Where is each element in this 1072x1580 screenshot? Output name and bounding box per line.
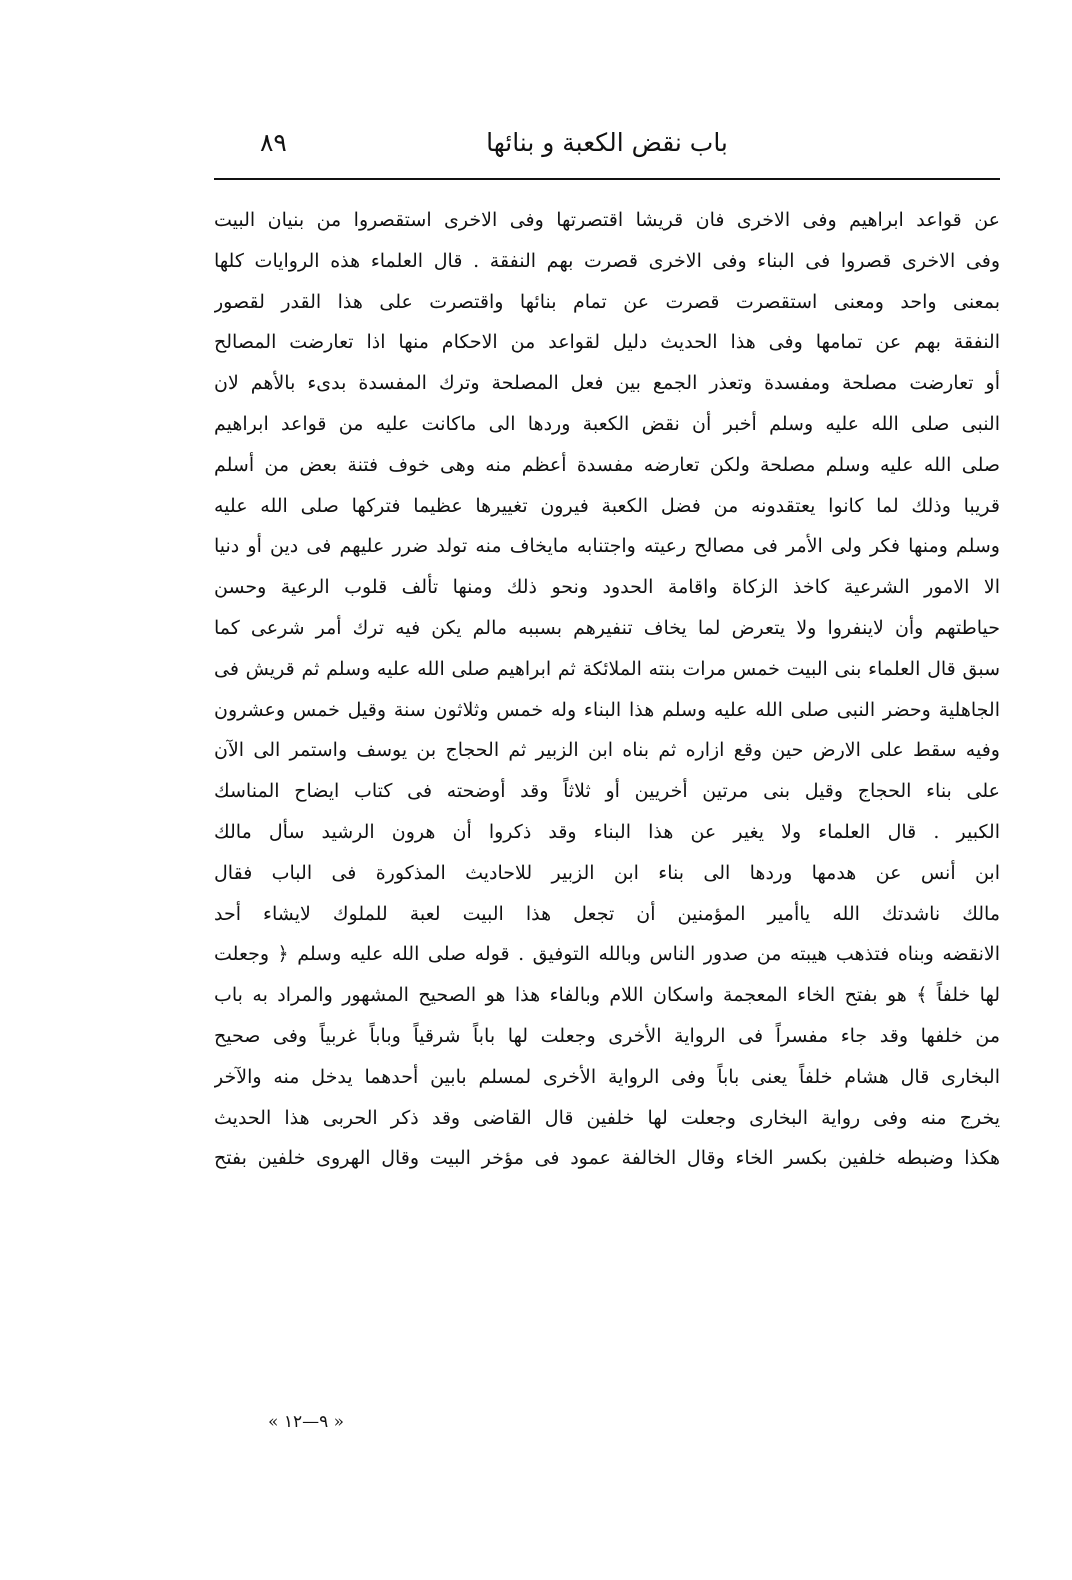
- text-line: وفى الاخرى قصروا فى البناء وفى الاخرى قصرت بهم النفقة . قال العلماء هذه الروايات كلها: [214, 249, 1000, 272]
- text-line: الكبير . قال العلماء ولا يغير عن هذا البناء وقد ذكروا أن هرون الرشيد سأل مالك: [214, 820, 1000, 843]
- page-header: [214, 122, 1000, 170]
- text-line: الا الامور الشرعية كاخذ الزكاة واقامة الحدود ونحو ذلك ومنها تألف قلوب الرعية وحسن: [214, 576, 1000, 599]
- text-line: بمعنى واحد ومعنى استقصرت قصرت عن تمام بنائها واقتصرت على هذا القدر لقصور: [214, 290, 1000, 313]
- text-line: عن قواعد ابراهيم وفى الاخرى فان قريشا اقتصرتها وفى الاخرى استقصروا من بنيان البيت: [214, 209, 1000, 231]
- text-line: على بناء الحجاج وقيل بنى مرتين أخريين أو ثلاثاً وقد أوضحته فى كتاب ايضاح المناسك: [214, 780, 1000, 803]
- text-line: سبق قال العلماء بنى البيت خمس مرات بنته الملائكة ثم ابراهيم صلى الله عليه وسلم ثم قريش فى: [214, 657, 1000, 680]
- text-line: الجاهلية وحضر النبى صلى الله عليه وسلم هذا البناء وله خمس وثلاثون سنة وقيل خمس وعشرون: [214, 698, 1000, 721]
- text-line: ابن أنس عن هدمها وردها الى بناء ابن الزبير للاحاديث المذكورة فى الباب فقال: [214, 861, 1000, 884]
- text-line: من خلفها وقد جاء مفسراً فى الرواية الأخرى وجعلت لها باباً شرقياً وباباً غربياً وفى صحيح: [214, 1024, 1000, 1047]
- text-line: وسلم ومنها فكر ولى الأمر فى مصالح رعيته واجتنابه مايخاف منه تولد ضرر عليهم فى دين أو دنيا: [214, 535, 1000, 558]
- page-number: ٨٩: [260, 128, 287, 157]
- header-rule: [214, 178, 1000, 180]
- text-line: أو تعارضت مصلحة ومفسدة وتعذر الجمع بين فعل المصلحة وترك المفسدة بدىء بالأهم لان: [214, 372, 1000, 395]
- text-line: يخرج منه وفى رواية البخارى وجعلت لها خلفين قال القاضى وقد ذكر الحربى هذا الحديث: [214, 1106, 1000, 1129]
- text-line: مالك ناشدتك الله ياأمير المؤمنين أن تجعل هذا البيت لعبة للملوك لايشاء أحد: [214, 902, 1000, 925]
- body-text: [214, 200, 1000, 1179]
- text-line: النبى صلى الله عليه وسلم أخبر أن نقض الكعبة وردها الى ماكانت عليه من قواعد ابراهيم: [214, 412, 1000, 435]
- text-line: الانقضه وبناه فتذهب هيبته من صدور الناس وبالله التوفيق . قوله صلى الله عليه وسلم ﴿ وجعلت: [214, 943, 1000, 966]
- printer-signature: « ٩—١٢ »: [268, 1412, 345, 1432]
- text-line: وفيه سقط على الارض حين وقع ازاره ثم بناه ابن الزبير ثم الحجاج بن يوسف واستمر الى الآن: [214, 739, 1000, 762]
- text-line: هكذا وضبطه خلفين بكسر الخاء وقال الخالفة عمود فى مؤخر البيت وقال الهروى خلفين بفتح: [214, 1147, 1000, 1170]
- text-line: النفقة بهم عن تمامها وفى هذا الحديث دليل لقواعد من الاحكام منها اذا تعارضت المصالح: [214, 331, 1000, 354]
- text-line: البخارى قال هشام خلفاً يعنى باباً وفى الرواية الأخرى لمسلم بابين أحدهما يدخل منه والآخر: [214, 1065, 1000, 1088]
- text-line: صلى الله عليه وسلم مصلحة ولكن تعارضه مفسدة أعظم منه وهى خوف فتنة بعض من أسلم: [214, 453, 1000, 476]
- text-line: قريبا وذلك لما كانوا يعتقدونه من فضل الكعبة فيرون تغييرها عظيما فتركها صلى الله عليه: [214, 494, 1000, 517]
- text-line: لها خلفاً ﴾ هو بفتح الخاء المعجمة واسكان اللام وبالفاء هذا هو الصحيح المشهور والمراد به باب: [214, 984, 1000, 1007]
- running-title: باب نقض الكعبة و بنائها: [486, 128, 728, 157]
- text-line: حياطتهم وأن لاينفروا ولا يتعرض لما يخاف تنفيرهم بسببه مالم يكن فيه ترك أمر شرعى كما: [214, 616, 1000, 639]
